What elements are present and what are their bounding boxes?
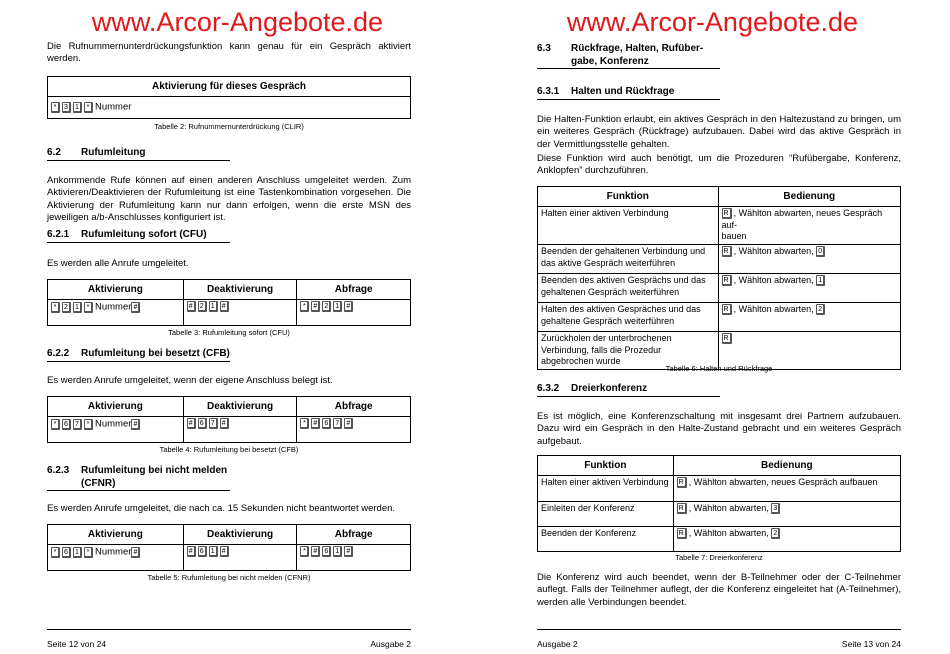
hold-row-function: Beenden der gehaltenen Verbindung und das aktive Gespräch weiterführen — [538, 245, 719, 274]
hold-row-function: Zurückholen der unterbrochenen Verbindung, falls die Prozedur abgebrochen wurde — [538, 332, 719, 370]
key-r: R — [722, 275, 732, 286]
paragraph-6-2-1: Es werden alle Anrufe umgeleitet. — [47, 258, 189, 269]
text-fragment: 6.2.1 — [47, 229, 70, 240]
text-fragment: , Wählton abwarten, neues Gespräch auf- — [721, 208, 883, 230]
key-hash: # — [131, 547, 140, 558]
cfb-deactivation-keys — [187, 418, 231, 428]
key-hash: # — [131, 302, 140, 313]
key-r: R — [722, 333, 732, 344]
text-fragment: Rufumleitung sofort (CFU) — [81, 229, 207, 240]
text-fragment: Nummer — [95, 301, 132, 312]
key-r: R — [722, 304, 732, 315]
col-activation: Aktivierung — [48, 525, 184, 545]
key-hash: # — [311, 418, 320, 429]
heading-rule — [47, 361, 230, 362]
heading-6-2-2 — [47, 347, 230, 360]
heading-6-2 — [47, 146, 145, 159]
table-cfu — [47, 279, 411, 326]
key-star: * — [51, 547, 60, 558]
caption-table-4: Tabelle 4: Rufumleitung bei besetzt (CFB) — [159, 445, 299, 454]
key-2: 2 — [198, 301, 207, 312]
text-fragment: Rufumleitung bei nicht melden — [81, 465, 228, 476]
key-2: 2 — [62, 302, 71, 313]
footer-edition: Ausgabe 2 — [537, 639, 578, 649]
col-deactivation: Deaktivierung — [183, 525, 297, 545]
key-1: 1 — [73, 302, 82, 313]
key-star: * — [84, 419, 93, 430]
key-hash: # — [344, 301, 353, 312]
key-1: 1 — [209, 301, 218, 312]
paragraph-6-2: Ankommende Rufe können auf einen anderen Anschluss umgeleitet werden. Zum Aktivieren/Deaktivieren der Rufumleitung ist eine Tastenkombination vorgesehen. Die Aktivierung der Rufumleitung kann nur dann erfolgen, wenn die erste MSN des jeweiligen a/b-Anschlusses konfiguriert ist. — [47, 175, 411, 224]
cfb-query-keys — [300, 418, 355, 428]
key-1: 1 — [73, 547, 82, 558]
text-fragment: 6.2 — [47, 147, 61, 158]
text-fragment: Nummer — [95, 546, 132, 557]
col-operation: Bedienung — [718, 187, 900, 207]
cfb-activation-keys — [51, 419, 142, 429]
col-function: Funktion — [538, 187, 719, 207]
hold-row-function: Beenden des aktiven Gesprächs und das gehaltenen Gespräch weiterführen — [538, 274, 719, 303]
conference-row-function: Einleiten der Konferenz — [538, 502, 674, 527]
caption-table-7: Tabelle 7: Dreierkonferenz — [675, 553, 763, 562]
footer-page-number: Seite 13 von 24 — [841, 639, 901, 649]
key-star: * — [300, 546, 309, 557]
right-page — [475, 0, 950, 654]
text-fragment: 6.2.3 — [47, 465, 70, 476]
conference-row-function: Beenden der Konferenz — [538, 527, 674, 552]
key-1: 1 — [816, 275, 825, 286]
key-hash: # — [311, 301, 320, 312]
key-hash: # — [220, 418, 229, 429]
col-query: Abfrage — [297, 397, 411, 417]
table-cfnr — [47, 524, 411, 571]
key-r: R — [722, 208, 732, 219]
paragraph-closing: Die Konferenz wird auch beendet, wenn der B-Teilnehmer oder der C-Teilnehmer auflegt. Falls der Teilnehmer auflegt, der die Konferenz eingeleitet hat (A-Teilnehmer), werden alle Verbindungen beendet. — [537, 572, 901, 608]
key-7: 7 — [333, 418, 342, 429]
caption-table-2: Tabelle 2: Rufnummernunterdrückung (CLIR) — [154, 122, 304, 131]
key-1: 1 — [73, 102, 82, 113]
hold-row-function: Halten des aktiven Gespräches und das gehaltene Gespräch weiterführen — [538, 303, 719, 332]
footer-rule — [47, 629, 411, 630]
key-r: R — [677, 503, 687, 514]
text-fragment: , Wählton abwarten, — [733, 246, 814, 257]
text-fragment: Halten und Rückfrage — [571, 86, 675, 97]
text-fragment: Dreierkonferenz — [571, 383, 648, 394]
heading-6-3 — [537, 42, 703, 68]
caption-table-3: Tabelle 3: Rufumleitung sofort (CFU) — [168, 328, 290, 337]
number-label: Nummer — [95, 101, 132, 113]
key-3: 3 — [771, 503, 780, 514]
key-hash: # — [187, 301, 196, 312]
table-clir-header: Aktivierung für dieses Gespräch — [48, 77, 411, 97]
text-fragment: Rückfrage, Halten, Rufüber- — [571, 43, 704, 54]
key-hash: # — [344, 546, 353, 557]
table-hold — [537, 186, 901, 370]
key-star: * — [51, 419, 60, 430]
text-fragment: 6.3.1 — [537, 86, 560, 97]
footer-page-number: Seite 12 von 24 — [47, 639, 107, 649]
key-r: R — [722, 246, 732, 257]
table-clir — [47, 76, 411, 119]
key-1: 1 — [333, 546, 342, 557]
table-cfb — [47, 396, 411, 443]
paragraph-6-3-1-a: Die Halten-Funktion erlaubt, ein aktives Gespräch in den Haltezustand zu bringen, um ein weiteres Gespräch (Rückfrage) aufzubauen. Dabei wird das aktive Gespräch in der Vermittlungsstelle gehalten. — [537, 114, 901, 150]
key-6: 6 — [322, 546, 331, 557]
key-3: 3 — [62, 102, 71, 113]
key-7: 7 — [209, 418, 218, 429]
paragraph-6-2-3: Es werden Anrufe umgeleitet, die nach ca. 15 Sekunden nicht beantwortet werden. — [47, 503, 396, 514]
paragraph-6-2-2: Es werden Anrufe umgeleitet, wenn der eigene Anschluss belegt ist. — [47, 375, 333, 386]
heading-rule — [47, 242, 230, 243]
col-function: Funktion — [538, 456, 674, 476]
cfnr-deactivation-keys — [187, 546, 231, 556]
cfnr-query-keys — [300, 546, 355, 556]
text-fragment: (CFNR) — [81, 478, 116, 489]
heading-6-2-1 — [47, 228, 207, 241]
heading-rule — [537, 396, 720, 397]
key-star: * — [84, 302, 93, 313]
key-hash: # — [220, 546, 229, 557]
text-fragment: bauen — [721, 231, 747, 242]
key-hash: # — [187, 418, 196, 429]
key-star: * — [51, 102, 60, 113]
key-star: * — [84, 547, 93, 558]
text-fragment: , Wählton abwarten, — [733, 304, 814, 315]
col-deactivation: Deaktivierung — [183, 280, 297, 300]
col-query: Abfrage — [297, 525, 411, 545]
footer-edition: Ausgabe 2 — [370, 639, 411, 649]
key-hash: # — [344, 418, 353, 429]
col-deactivation: Deaktivierung — [183, 397, 297, 417]
footer-rule — [537, 629, 901, 630]
col-activation: Aktivierung — [48, 397, 184, 417]
text-fragment: 6.3 — [537, 43, 551, 54]
text-fragment — [571, 42, 703, 68]
key-star: * — [300, 418, 309, 429]
key-6: 6 — [62, 419, 71, 430]
text-fragment: Nummer — [95, 418, 132, 429]
key-6: 6 — [322, 418, 331, 429]
key-0: 0 — [816, 246, 825, 257]
cfu-query-keys — [300, 301, 355, 311]
key-2: 2 — [816, 304, 825, 315]
text-fragment: , Wählton abwarten, — [688, 528, 769, 538]
watermark-right: www.Arcor-Angebote.de — [566, 7, 859, 37]
key-2: 2 — [322, 301, 331, 312]
text-fragment: Rufumleitung — [81, 147, 146, 158]
key-hash: # — [220, 301, 229, 312]
intro-paragraph: Die Rufnummernunterdrückungsfunktion kann genau für ein Gespräch aktiviert werden. — [47, 41, 411, 65]
table-conference — [537, 455, 901, 552]
cfu-deactivation-keys — [187, 301, 231, 311]
caption-table-6: Tabelle 6: Halten und Rückfrage — [665, 364, 773, 373]
text-fragment: 6.2.2 — [47, 348, 70, 359]
key-star: * — [84, 102, 93, 113]
heading-6-3-1 — [537, 85, 674, 98]
cfu-activation-keys — [51, 302, 142, 312]
key-star: * — [300, 301, 309, 312]
text-fragment: gabe, Konferenz — [571, 56, 649, 67]
text-fragment: , Wählton abwarten, — [688, 503, 769, 513]
col-query: Abfrage — [297, 280, 411, 300]
clir-key-sequence — [51, 102, 131, 112]
heading-rule — [47, 160, 230, 161]
key-6: 6 — [198, 546, 207, 557]
watermark-left: www.Arcor-Angebote.de — [91, 7, 384, 37]
heading-6-2-3 — [47, 464, 227, 490]
key-7: 7 — [73, 419, 82, 430]
hold-row-function: Halten einer aktiven Verbindung — [538, 207, 719, 245]
text-fragment — [81, 464, 227, 490]
col-activation: Aktivierung — [48, 280, 184, 300]
heading-rule — [537, 99, 720, 100]
key-hash: # — [131, 419, 140, 430]
key-6: 6 — [62, 547, 71, 558]
key-1: 1 — [209, 546, 218, 557]
paragraph-6-3-1-b: Diese Funktion wird auch benötigt, um die Prozeduren “Rufübergabe, Konferenz, Anklopfen” durchzuführen. — [537, 153, 901, 177]
key-hash: # — [311, 546, 320, 557]
caption-table-5: Tabelle 5: Rufumleitung bei nicht melden (CFNR) — [147, 573, 311, 582]
heading-rule — [537, 68, 720, 69]
col-operation: Bedienung — [673, 456, 900, 476]
key-2: 2 — [771, 528, 780, 539]
key-r: R — [677, 477, 687, 488]
key-1: 1 — [333, 301, 342, 312]
heading-rule — [47, 490, 230, 491]
text-fragment: , Wählton abwarten, — [733, 275, 814, 286]
key-r: R — [677, 528, 687, 539]
key-star: * — [51, 302, 60, 313]
heading-6-3-2 — [537, 382, 647, 395]
conference-row-function: Halten einer aktiven Verbindung — [538, 476, 674, 502]
paragraph-6-3-2: Es ist möglich, eine Konferenzschaltung mit insgesamt drei Partnern aufzubauen. Dazu wird ein Gespräch in den Halte-Zustand gebracht und ein weiteres Gespräch aufgebaut. — [537, 411, 901, 447]
text-fragment: , Wählton abwarten, neues Gespräch aufbauen — [688, 477, 878, 487]
text-fragment: 6.3.2 — [537, 383, 560, 394]
cfnr-activation-keys — [51, 547, 142, 557]
key-hash: # — [187, 546, 196, 557]
key-6: 6 — [198, 418, 207, 429]
text-fragment: Rufumleitung bei besetzt (CFB) — [81, 348, 230, 359]
